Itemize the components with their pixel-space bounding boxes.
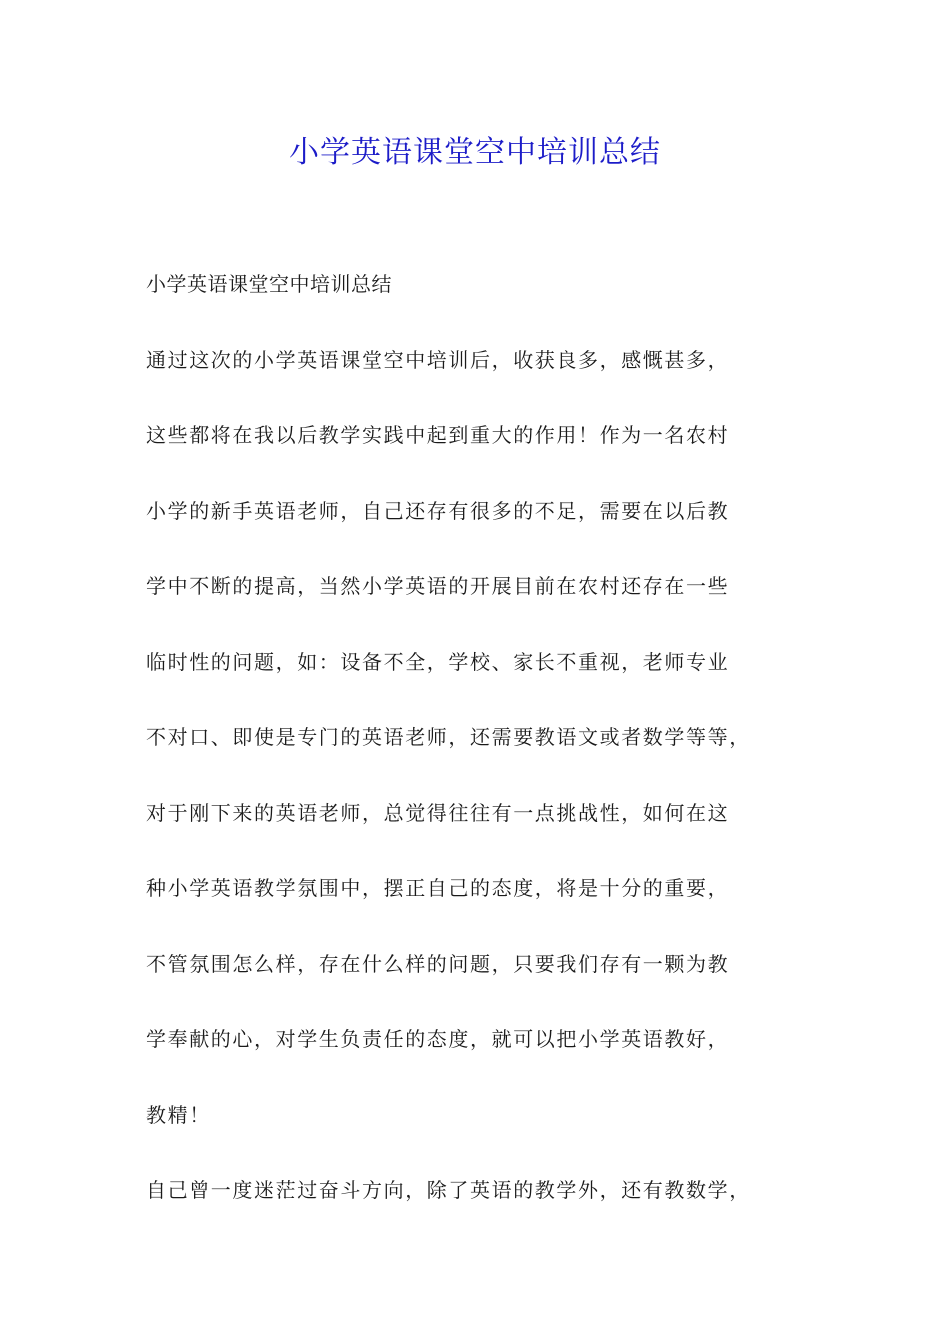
body-line: 教精！ [146,1102,211,1127]
body-line: 不对口、即使是专门的英语老师，还需要教语文或者数学等等， [146,725,751,749]
document-title: 小学英语课堂空中培训总结 [289,135,661,170]
body-line: 临时性的问题，如：设备不全，学校、家长不重视，老师专业 [146,649,730,674]
document-body [146,264,826,1246]
document-subtitle: 小学英语课堂空中培训总结 [146,272,392,296]
body-line: 学中不断的提高，当然小学英语的开展目前在农村还存在一些 [146,574,730,598]
body-line: 学奉献的心，对学生负责任的态度，就可以把小学英语教好， [146,1027,730,1051]
body-line: 自己曾一度迷茫过奋斗方向，除了英语的教学外，还有教数学， [146,1178,751,1202]
body-line: 不管氛围怎么样，存在什么样的问题，只要我们存有一颗为教 [146,951,730,976]
body-line: 通过这次的小学英语课堂空中培训后，收获良多，感慨甚多， [146,347,730,372]
body-line: 这些都将在我以后教学实践中起到重大的作用！作为一名农村 [146,423,730,447]
body-line: 对于刚下来的英语老师，总觉得往往有一点挑战性，如何在这 [146,800,730,825]
body-line: 种小学英语教学氛围中，摆正自己的态度，将是十分的重要， [146,876,730,900]
body-line: 小学的新手英语老师，自己还存有很多的不足，需要在以后教 [146,498,730,523]
